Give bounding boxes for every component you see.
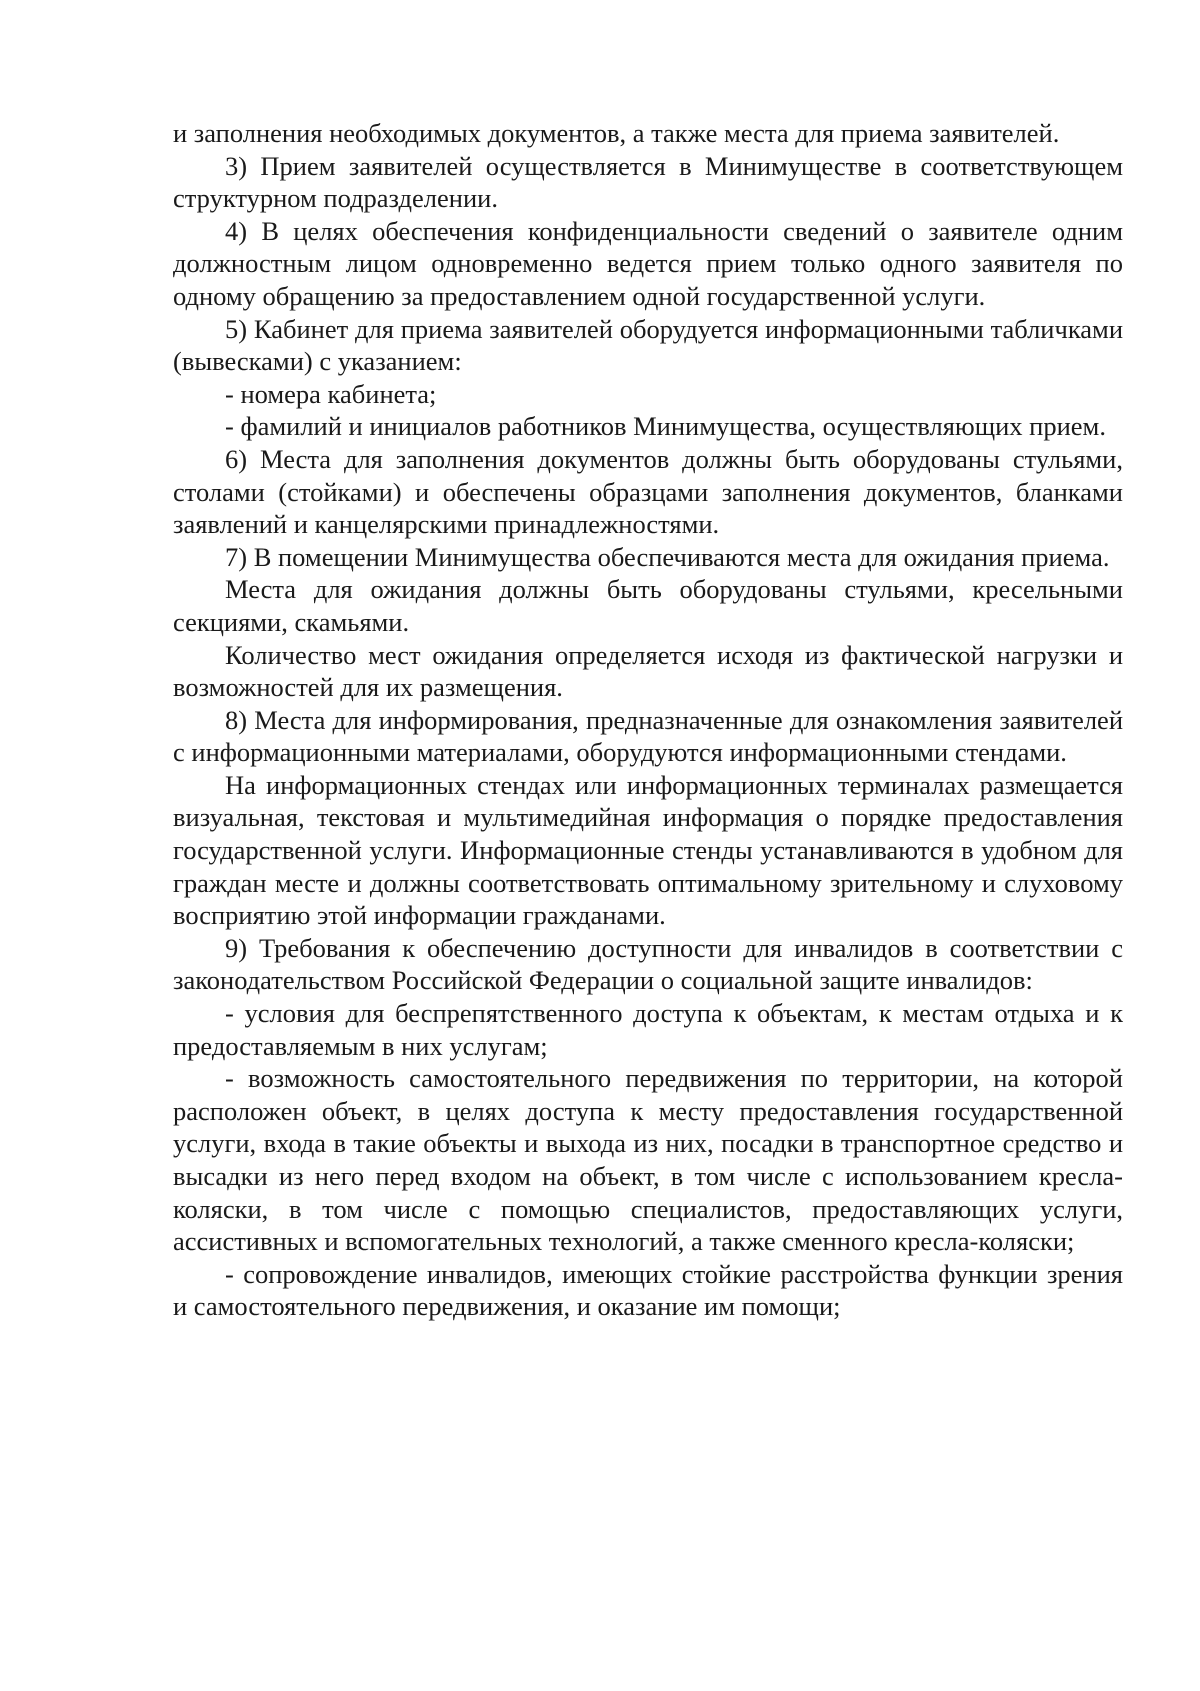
paragraph-item-5: 5) Кабинет для приема заявителей оборудуется информационными табличками (вывесками) с указанием: xyxy=(173,313,1123,377)
paragraph-item-4: 4) В целях обеспечения конфиденциальности сведений о заявителе одним должностным лицом одновременно ведется прием только одного заявителя по одному обращению за предоставлением одной государственной услуги. xyxy=(173,215,1123,311)
paragraph-item-6: 6) Места для заполнения документов должны быть оборудованы стульями, столами (стойками) и обеспечены образцами заполнения документов, бланками заявлений и канцелярскими принадлежностями. xyxy=(173,443,1123,540)
list-item-cabinet-number: - номера кабинета; xyxy=(225,378,437,409)
paragraph-item-3: 3) Прием заявителей осуществляется в Минимуществе в соответствующем структурном подразделении. xyxy=(173,150,1123,214)
paragraph-info-stands: На информационных стендах или информационных терминалах размещается визуальная, текстовая и мультимедийная информация о порядке предоставления государственной услуги. Информационные стенды устанавливаются в удобном для граждан месте и должны соответствовать оптимальному зрительному и слуховому восприятию этой информации гражданами. xyxy=(173,769,1123,931)
paragraph-item-8: 8) Места для информирования, предназначенные для ознакомления заявителей с информационными материалами, оборудуются информационными стендами. xyxy=(173,704,1123,768)
paragraph-continuation: и заполнения необходимых документов, а также места для приема заявителей. xyxy=(173,118,1060,148)
document-body xyxy=(173,117,1123,1323)
paragraph-item-7: 7) В помещении Минимущества обеспечиваются места для ожидания приема. xyxy=(225,541,1110,572)
paragraph-item-9: 9) Требования к обеспечению доступности для инвалидов в соответствии с законодательством Российской Федерации о социальной защите инвалидов: xyxy=(173,932,1123,996)
list-item-staff-names: - фамилий и инициалов работников Минимущества, осуществляющих прием. xyxy=(225,411,1106,442)
list-item-escort: - сопровождение инвалидов, имеющих стойкие расстройства функции зрения и самостоятельного передвижения, и оказание им помощи; xyxy=(173,1258,1123,1322)
paragraph-waiting-seats: Места для ожидания должны быть оборудованы стульями, кресельными секциями, скамьями. xyxy=(173,574,1123,637)
list-item-access-conditions: - условия для беспрепятственного доступа к объектам, к местам отдыха и к предоставляемым в них услугам; xyxy=(173,998,1123,1061)
paragraph-waiting-count: Количество мест ожидания определяется исходя из фактической нагрузки и возможностей для их размещения. xyxy=(173,639,1123,703)
list-item-movement: - возможность самостоятельного передвижения по территории, на которой расположен объект, в целях доступа к месту предоставления государственной услуги, входа в такие объекты и выхода из них, посадки в транспортное средство и высадки из него перед входом на объект, в том числе с использованием кресла-коляски, в том числе с помощью специалистов, предоставляющих услуги, ассистивных и вспомогательных технологий, а также сменного кресла-коляски; xyxy=(173,1063,1123,1257)
